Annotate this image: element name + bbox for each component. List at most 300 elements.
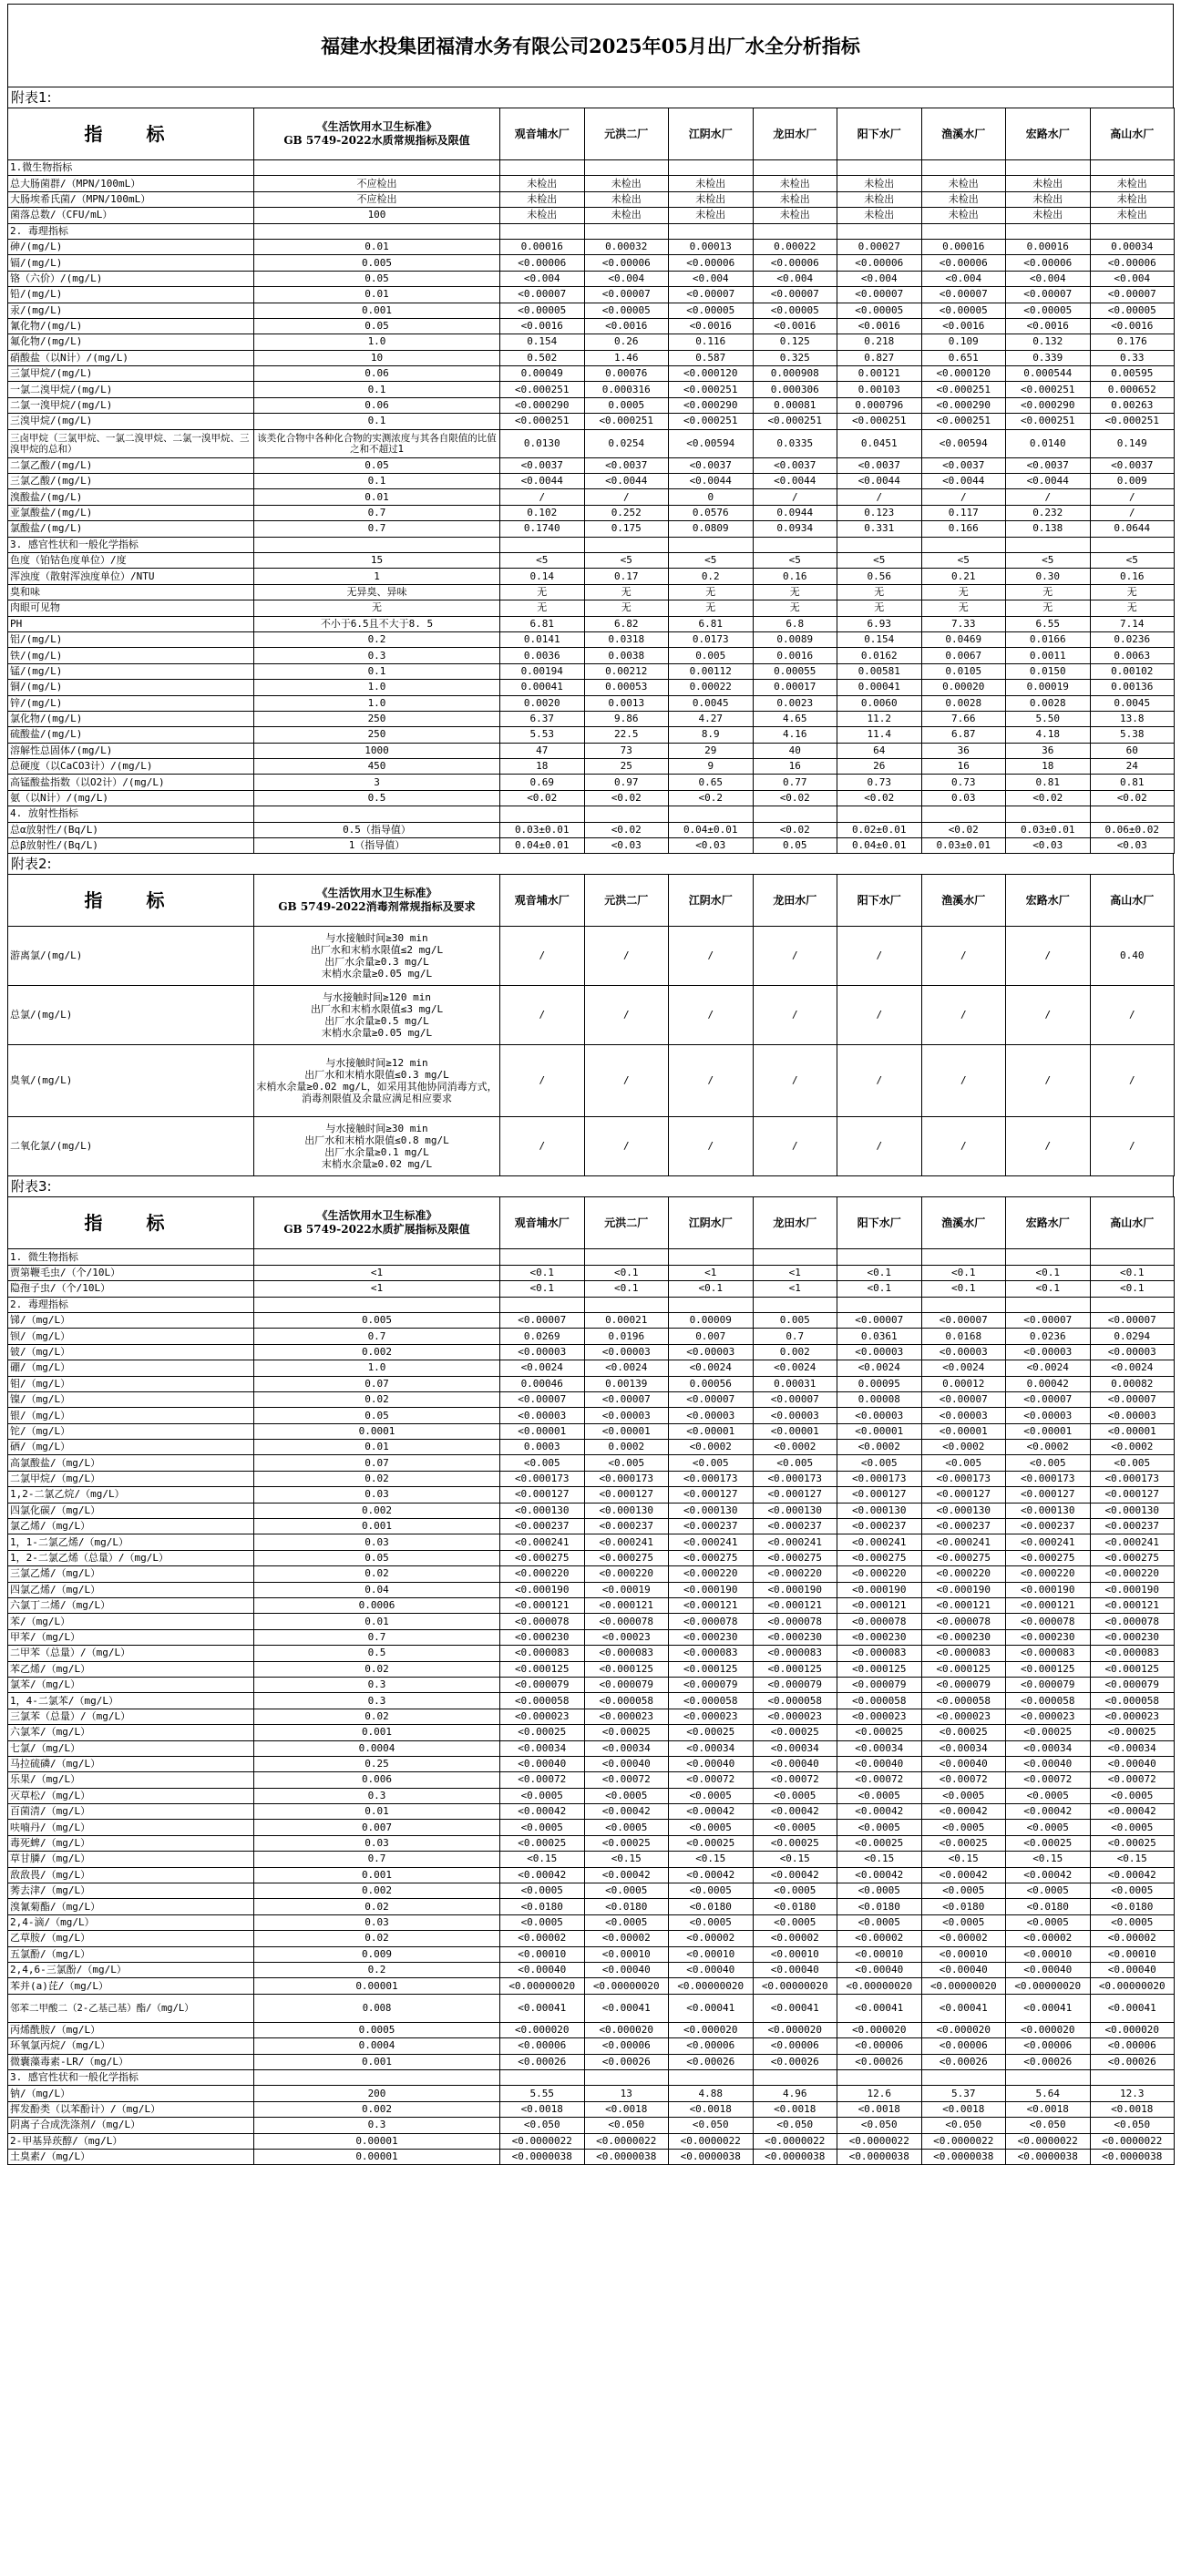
empty-cell <box>584 537 669 552</box>
plant-value: 6.55 <box>1006 616 1091 631</box>
plant-value: 13.8 <box>1090 711 1175 726</box>
empty-cell <box>837 160 922 176</box>
indicator-name: 1，1-二氯乙烯/（mg/L） <box>8 1534 254 1550</box>
indicator-name: 钼/（mg/L） <box>8 1376 254 1391</box>
plant-value: <0.000237 <box>1090 1519 1175 1534</box>
plant-value: <0.0000038 <box>837 2149 922 2164</box>
table-row <box>8 505 1175 520</box>
plant-value: 0.827 <box>837 350 922 365</box>
empty-cell <box>753 2069 837 2085</box>
plant-value: <0.0037 <box>753 457 837 473</box>
plant-value: <5 <box>669 552 754 568</box>
plant-value: <0.00005 <box>500 303 585 318</box>
plant-value: <0.000251 <box>837 414 922 429</box>
plant-value: <0.000220 <box>921 1566 1006 1582</box>
table-row <box>8 1899 1175 1914</box>
plant-value: 0.102 <box>500 505 585 520</box>
plant-value: <0.00034 <box>584 1740 669 1756</box>
plant-value: <0.00010 <box>1006 1946 1091 1962</box>
standard-limit: 与水接触时间≥30 min 出厂水和末梢水限值≤2 mg/L 出厂水余量≥0.3 mg/L 末梢水余量≥0.05 mg/L <box>254 927 500 986</box>
indicator-name: 色度（铂钴色度单位）/度 <box>8 552 254 568</box>
empty-cell <box>753 160 837 176</box>
plant-value: <0.15 <box>837 1852 922 1867</box>
standard-limit: 0.5 <box>254 790 500 806</box>
empty-cell <box>1090 537 1175 552</box>
plant-value: 0.587 <box>669 350 754 365</box>
plant-value: 0.04±0.01 <box>837 838 922 854</box>
plant-value: <0.000251 <box>500 382 585 397</box>
plant-value: <0.000130 <box>921 1503 1006 1518</box>
plant-value: <0.00040 <box>921 1962 1006 1977</box>
plant-value: 0.00027 <box>837 239 922 254</box>
plant-value: <0.0018 <box>753 2101 837 2117</box>
plant-value: 0.0162 <box>837 648 922 663</box>
plant-value: <0.00002 <box>837 1931 922 1946</box>
plant-value: <0.0180 <box>669 1899 754 1914</box>
plant-value: <0.000241 <box>753 1534 837 1550</box>
plant-value: 未检出 <box>584 208 669 223</box>
plant-value: 0.0063 <box>1090 648 1175 663</box>
plant-value: <0.00006 <box>500 255 585 271</box>
table-row <box>8 2022 1175 2037</box>
plant-value: 0.17 <box>584 569 669 584</box>
plant-value: <0.000220 <box>500 1566 585 1582</box>
header-plant: 渔溪水厂 <box>921 108 1006 160</box>
plant-value: 0.00016 <box>1006 239 1091 254</box>
plant-value: <0.000190 <box>753 1582 837 1597</box>
plant-value: <0.050 <box>1006 2118 1091 2133</box>
plant-value: <0.004 <box>837 271 922 286</box>
standard-limit: 0.03 <box>254 1534 500 1550</box>
indicator-name: 莠去津/（mg/L） <box>8 1883 254 1899</box>
plant-value: <0.00040 <box>669 1756 754 1771</box>
plant-value: 0.7 <box>753 1329 837 1344</box>
plant-value: 0.0005 <box>584 397 669 413</box>
plant-value: <0.000078 <box>753 1614 837 1629</box>
plant-value: 0.00046 <box>500 1376 585 1391</box>
table-row <box>8 1677 1175 1692</box>
plant-value: <0.000173 <box>753 1471 837 1486</box>
table-row <box>8 208 1175 223</box>
plant-value: <0.000083 <box>753 1646 837 1661</box>
plant-value: 0.02±0.01 <box>837 822 922 837</box>
plant-value: <0.000083 <box>669 1646 754 1661</box>
plant-value: <0.00025 <box>584 1835 669 1851</box>
indicator-name: 三氯乙烯/（mg/L） <box>8 1566 254 1582</box>
indicator-name: 敌敌畏/（mg/L） <box>8 1867 254 1883</box>
plant-value: <0.000130 <box>584 1503 669 1518</box>
table-row <box>8 1820 1175 1835</box>
plant-value: <0.050 <box>669 2118 754 2133</box>
plant-value: / <box>500 489 585 505</box>
plant-value: <0.000190 <box>837 1582 922 1597</box>
table-row <box>8 1117 1175 1176</box>
plant-value: <0.00001 <box>921 1423 1006 1439</box>
plant-value: <0.0005 <box>837 1883 922 1899</box>
empty-cell <box>921 1297 1006 1312</box>
empty-cell <box>1006 1297 1091 1312</box>
plant-value: <0.0005 <box>669 1914 754 1930</box>
plant-value: 0.00032 <box>584 239 669 254</box>
table-row <box>8 1740 1175 1756</box>
plant-value: <0.000121 <box>837 1598 922 1614</box>
plant-value: 0.176 <box>1090 334 1175 350</box>
indicator-name: 总α放射性/(Bq/L) <box>8 822 254 837</box>
plant-value: <0.15 <box>921 1852 1006 1867</box>
standard-limit: 0.005 <box>254 255 500 271</box>
indicator-name: 二氯一溴甲烷/(mg/L) <box>8 397 254 413</box>
plant-value: <5 <box>753 552 837 568</box>
plant-value: 0.0644 <box>1090 521 1175 537</box>
empty-cell <box>921 2069 1006 2085</box>
plant-value: <0.0005 <box>1090 1820 1175 1835</box>
plant-value: 0.000306 <box>753 382 837 397</box>
plant-value: 无 <box>1090 584 1175 600</box>
table-row <box>8 1503 1175 1518</box>
plant-value: <5 <box>837 552 922 568</box>
indicator-name: 游离氯/(mg/L) <box>8 927 254 986</box>
plant-value: <0.000275 <box>584 1550 669 1565</box>
indicator-name: 三卤甲烷（三氯甲烷、一氯二溴甲烷、二氯一溴甲烷、三溴甲烷的总和） <box>8 429 254 457</box>
plant-value: 0.0028 <box>921 695 1006 711</box>
plant-value: <0.000130 <box>1090 1503 1175 1518</box>
plant-value: <0.00006 <box>837 255 922 271</box>
standard-limit: 0.1 <box>254 414 500 429</box>
plant-value: <0.050 <box>584 2118 669 2133</box>
table-row <box>8 1994 1175 2022</box>
plant-value: <0.00003 <box>500 1344 585 1360</box>
plant-value: / <box>500 927 585 986</box>
plant-value: 0.30 <box>1006 569 1091 584</box>
table-row <box>8 457 1175 473</box>
empty-cell <box>837 223 922 239</box>
table-row <box>8 474 1175 489</box>
empty-cell <box>500 1297 585 1312</box>
table-row <box>8 1045 1175 1117</box>
indicator-name: 浑浊度（散射浑浊度单位）/NTU <box>8 569 254 584</box>
plant-value: <0.00034 <box>500 1740 585 1756</box>
table-row <box>8 1312 1175 1328</box>
indicator-name: 总β放射性/(Bq/L) <box>8 838 254 854</box>
plant-value: 5.38 <box>1090 727 1175 743</box>
plant-value: <0.00042 <box>753 1804 837 1820</box>
empty-cell <box>254 160 500 176</box>
standard-limit: 0.02 <box>254 1391 500 1407</box>
plant-value: <0.0180 <box>837 1899 922 1914</box>
plant-value: <0.000127 <box>921 1487 1006 1503</box>
plant-value: <0.00023 <box>584 1629 669 1645</box>
table-row <box>8 255 1175 271</box>
plant-value: <0.00002 <box>500 1931 585 1946</box>
indicator-name: 1,2-二氯乙烷/（mg/L） <box>8 1487 254 1503</box>
table-row <box>8 239 1175 254</box>
plant-value: <0.00040 <box>500 1756 585 1771</box>
report-page <box>7 4 1174 2165</box>
plant-value: <0.000121 <box>500 1598 585 1614</box>
plant-value: <0.0005 <box>837 1820 922 1835</box>
plant-value: <0.0005 <box>1090 1883 1175 1899</box>
plant-value: 60 <box>1090 743 1175 758</box>
plant-value: <0.00026 <box>500 2054 585 2069</box>
plant-value: <0.00001 <box>500 1423 585 1439</box>
plant-value: 40 <box>753 743 837 758</box>
standard-limit: 0.01 <box>254 239 500 254</box>
plant-value: 0.03 <box>921 790 1006 806</box>
plant-value: 0.000316 <box>584 382 669 397</box>
plant-value: <0.00034 <box>753 1740 837 1756</box>
plant-value: 0.154 <box>500 334 585 350</box>
plant-value: <0.000127 <box>669 1487 754 1503</box>
plant-value: <0.0005 <box>669 1788 754 1803</box>
plant-value: <0.000058 <box>1006 1693 1091 1709</box>
indicator-name: 总大肠菌群/（MPN/100mL） <box>8 176 254 191</box>
plant-value: 无 <box>669 600 754 616</box>
plant-value: <0.0016 <box>837 318 922 334</box>
plant-value: <0.0005 <box>1090 1788 1175 1803</box>
plant-value: 0.0269 <box>500 1329 585 1344</box>
plant-value: / <box>500 1045 585 1117</box>
indicator-name: 氰化物/(mg/L) <box>8 318 254 334</box>
plant-value: <0.000020 <box>669 2022 754 2037</box>
table-row <box>8 303 1175 318</box>
plant-value: <0.000220 <box>753 1566 837 1582</box>
plant-value: <0.005 <box>584 1455 669 1471</box>
plant-value: <0.0018 <box>1006 2101 1091 2117</box>
table-row <box>8 616 1175 631</box>
plant-value: 0.00076 <box>584 366 669 382</box>
plant-value: <0.000220 <box>1090 1566 1175 1582</box>
plant-value: 0.00022 <box>669 680 754 695</box>
plant-value: <0.000220 <box>1006 1566 1091 1582</box>
standard-limit: 0.3 <box>254 2118 500 2133</box>
plant-value: 0.0318 <box>584 631 669 647</box>
plant-value: <0.0005 <box>584 1883 669 1899</box>
plant-value: <0.00041 <box>1006 1994 1091 2022</box>
plant-value: 0.81 <box>1090 775 1175 790</box>
plant-value: 0.0934 <box>753 521 837 537</box>
indicator-name: PH <box>8 616 254 631</box>
indicator-name: 铝/(mg/L) <box>8 631 254 647</box>
plant-value: 0.77 <box>753 775 837 790</box>
plant-value: <0.000121 <box>1006 1598 1091 1614</box>
plant-value: <0.0024 <box>669 1360 754 1376</box>
table-row <box>8 1534 1175 1550</box>
plant-value: <0.000230 <box>500 1629 585 1645</box>
plant-value: 0.26 <box>584 334 669 350</box>
plant-value: <0.00007 <box>1006 287 1091 303</box>
plant-value: <0.000127 <box>584 1487 669 1503</box>
header-plant: 龙田水厂 <box>753 875 837 927</box>
plant-value: 0.218 <box>837 334 922 350</box>
table-row <box>8 397 1175 413</box>
plant-value: 0.21 <box>921 569 1006 584</box>
plant-value: 7.66 <box>921 711 1006 726</box>
plant-value: <0.000275 <box>753 1550 837 1565</box>
header-indicator: 指 标 <box>8 1197 254 1249</box>
plant-value: <0.004 <box>500 271 585 286</box>
standard-limit: 100 <box>254 208 500 223</box>
plant-value: <0.000125 <box>921 1661 1006 1677</box>
table-row <box>8 727 1175 743</box>
plant-value: 未检出 <box>753 191 837 207</box>
table-row <box>8 1423 1175 1439</box>
plant-value: 0.73 <box>921 775 1006 790</box>
plant-value: 0.00019 <box>1006 680 1091 695</box>
plant-value: 16 <box>753 759 837 775</box>
table-row <box>8 176 1175 191</box>
plant-value: <0.0000022 <box>837 2133 922 2149</box>
plant-value: / <box>921 986 1006 1045</box>
standard-limit: <1 <box>254 1281 500 1297</box>
plant-value: <0.0005 <box>584 1914 669 1930</box>
plant-value: <0.00042 <box>584 1804 669 1820</box>
indicator-name: 硼/（mg/L） <box>8 1360 254 1376</box>
table-row <box>8 1582 1175 1597</box>
plant-value: <0.00025 <box>500 1725 585 1740</box>
plant-value: 无 <box>837 584 922 600</box>
plant-value: / <box>837 927 922 986</box>
table-row <box>8 680 1175 695</box>
standard-limit: 0.2 <box>254 631 500 647</box>
plant-value: <0.000241 <box>921 1534 1006 1550</box>
indicator-name: 1，2-二氯乙烯（总量）/（mg/L） <box>8 1550 254 1565</box>
plant-value: <0.0024 <box>1090 1360 1175 1376</box>
header-plant: 江阴水厂 <box>669 1197 754 1249</box>
plant-value: <0.0002 <box>669 1440 754 1455</box>
plant-value: <0.000230 <box>1006 1629 1091 1645</box>
plant-value: 0.00055 <box>753 663 837 679</box>
table-row <box>8 1883 1175 1899</box>
indicator-name: 氯苯/（mg/L） <box>8 1677 254 1692</box>
plant-value: <0.02 <box>921 822 1006 837</box>
table-row <box>8 2149 1175 2164</box>
indicator-name: 银/（mg/L） <box>8 1408 254 1423</box>
plant-value: / <box>584 1117 669 1176</box>
standard-limit: 0.02 <box>254 1661 500 1677</box>
plant-value: <0.0005 <box>500 1914 585 1930</box>
indicator-name: 氨（以N计）/(mg/L) <box>8 790 254 806</box>
plant-value: <5 <box>921 552 1006 568</box>
plant-value: <0.00042 <box>1090 1867 1175 1883</box>
plant-value: 1.46 <box>584 350 669 365</box>
standard-limit: 1 <box>254 569 500 584</box>
plant-value: <0.000251 <box>500 414 585 429</box>
plant-value: <0.00034 <box>669 1740 754 1756</box>
plant-value: <0.00041 <box>1090 1994 1175 2022</box>
plant-value: <0.000058 <box>921 1693 1006 1709</box>
indicator-name: 钠/（mg/L） <box>8 2086 254 2101</box>
plant-value: <0.000020 <box>500 2022 585 2037</box>
plant-value: <0.00003 <box>584 1408 669 1423</box>
empty-cell <box>1090 806 1175 822</box>
plant-value: <0.005 <box>1006 1455 1091 1471</box>
indicator-name: 锑/（mg/L） <box>8 1312 254 1328</box>
plant-value: <0.0037 <box>921 457 1006 473</box>
standard-limit: 不应检出 <box>254 191 500 207</box>
plant-value: <0.00005 <box>921 303 1006 318</box>
plant-value: <0.000083 <box>837 1646 922 1661</box>
plant-value: <0.00007 <box>1090 1312 1175 1328</box>
plant-value: <0.050 <box>921 2118 1006 2133</box>
plant-value: <0.000020 <box>584 2022 669 2037</box>
plant-value: <0.00000020 <box>1006 1978 1091 1994</box>
plant-value: <0.0044 <box>669 474 754 489</box>
standard-limit: 0.3 <box>254 1788 500 1803</box>
indicator-name: 臭氧/(mg/L) <box>8 1045 254 1117</box>
plant-value: / <box>1006 1045 1091 1117</box>
empty-cell <box>1090 2069 1175 2085</box>
plant-value: / <box>1090 489 1175 505</box>
plant-value: 0.0944 <box>753 505 837 520</box>
section-row <box>8 537 1175 552</box>
plant-value: <0.2 <box>669 790 754 806</box>
plant-value: <0.00040 <box>500 1962 585 1977</box>
table-row <box>8 1661 1175 1677</box>
empty-cell <box>753 806 837 822</box>
plant-value: 未检出 <box>837 191 922 207</box>
annex-2-label: 附表2: <box>7 854 1174 874</box>
standard-limit: <1 <box>254 1265 500 1280</box>
plant-value: 0.03±0.01 <box>1006 822 1091 837</box>
empty-cell <box>1006 806 1091 822</box>
plant-value: 18 <box>500 759 585 775</box>
section-title: 3. 感官性状和一般化学指标 <box>8 537 254 552</box>
plant-value: <0.00040 <box>753 1756 837 1771</box>
indicator-name: 锌/(mg/L) <box>8 695 254 711</box>
plant-value: <0.00025 <box>669 1725 754 1740</box>
plant-value: 11.2 <box>837 711 922 726</box>
plant-value: 0.00581 <box>837 663 922 679</box>
indicator-name: 环氧氯丙烷/（mg/L） <box>8 2038 254 2054</box>
indicator-name: 硝酸盐（以N计）/(mg/L) <box>8 350 254 365</box>
table-row <box>8 1550 1175 1565</box>
plant-value: <0.000078 <box>837 1614 922 1629</box>
table-row <box>8 743 1175 758</box>
empty-cell <box>921 1249 1006 1265</box>
standard-limit: 0.0005 <box>254 2022 500 2037</box>
empty-cell <box>500 806 585 822</box>
standard-limit: 0.7 <box>254 505 500 520</box>
plant-value: 0.0254 <box>584 429 669 457</box>
plant-value: / <box>1090 1045 1175 1117</box>
standard-limit: 不应检出 <box>254 176 500 191</box>
plant-value: <0.000237 <box>669 1519 754 1534</box>
plant-value: 26 <box>837 759 922 775</box>
plant-value: <0.03 <box>1006 838 1091 854</box>
plant-value: 0.154 <box>837 631 922 647</box>
standard-limit: 0.05 <box>254 457 500 473</box>
table-row <box>8 271 1175 286</box>
indicator-name: 氯化物/(mg/L) <box>8 711 254 726</box>
plant-value: 无 <box>1006 584 1091 600</box>
plant-value: <0.1 <box>500 1265 585 1280</box>
plant-value: <0.00000020 <box>500 1978 585 1994</box>
indicator-name: 贾第鞭毛虫/（个/10L） <box>8 1265 254 1280</box>
section-row <box>8 2069 1175 2085</box>
plant-value: <0.00000020 <box>1090 1978 1175 1994</box>
plant-value: 0.00041 <box>500 680 585 695</box>
plant-value: <0.000058 <box>837 1693 922 1709</box>
plant-value: <0.00007 <box>921 1312 1006 1328</box>
plant-value: <0.00040 <box>921 1756 1006 1771</box>
plant-value: <0.00007 <box>669 1391 754 1407</box>
plant-value: <0.00041 <box>669 1994 754 2022</box>
table-row <box>8 648 1175 663</box>
table-row <box>8 1852 1175 1867</box>
table-annex-2 <box>7 874 1175 1176</box>
plant-value: 0.0576 <box>669 505 754 520</box>
plant-value: <0.000237 <box>500 1519 585 1534</box>
